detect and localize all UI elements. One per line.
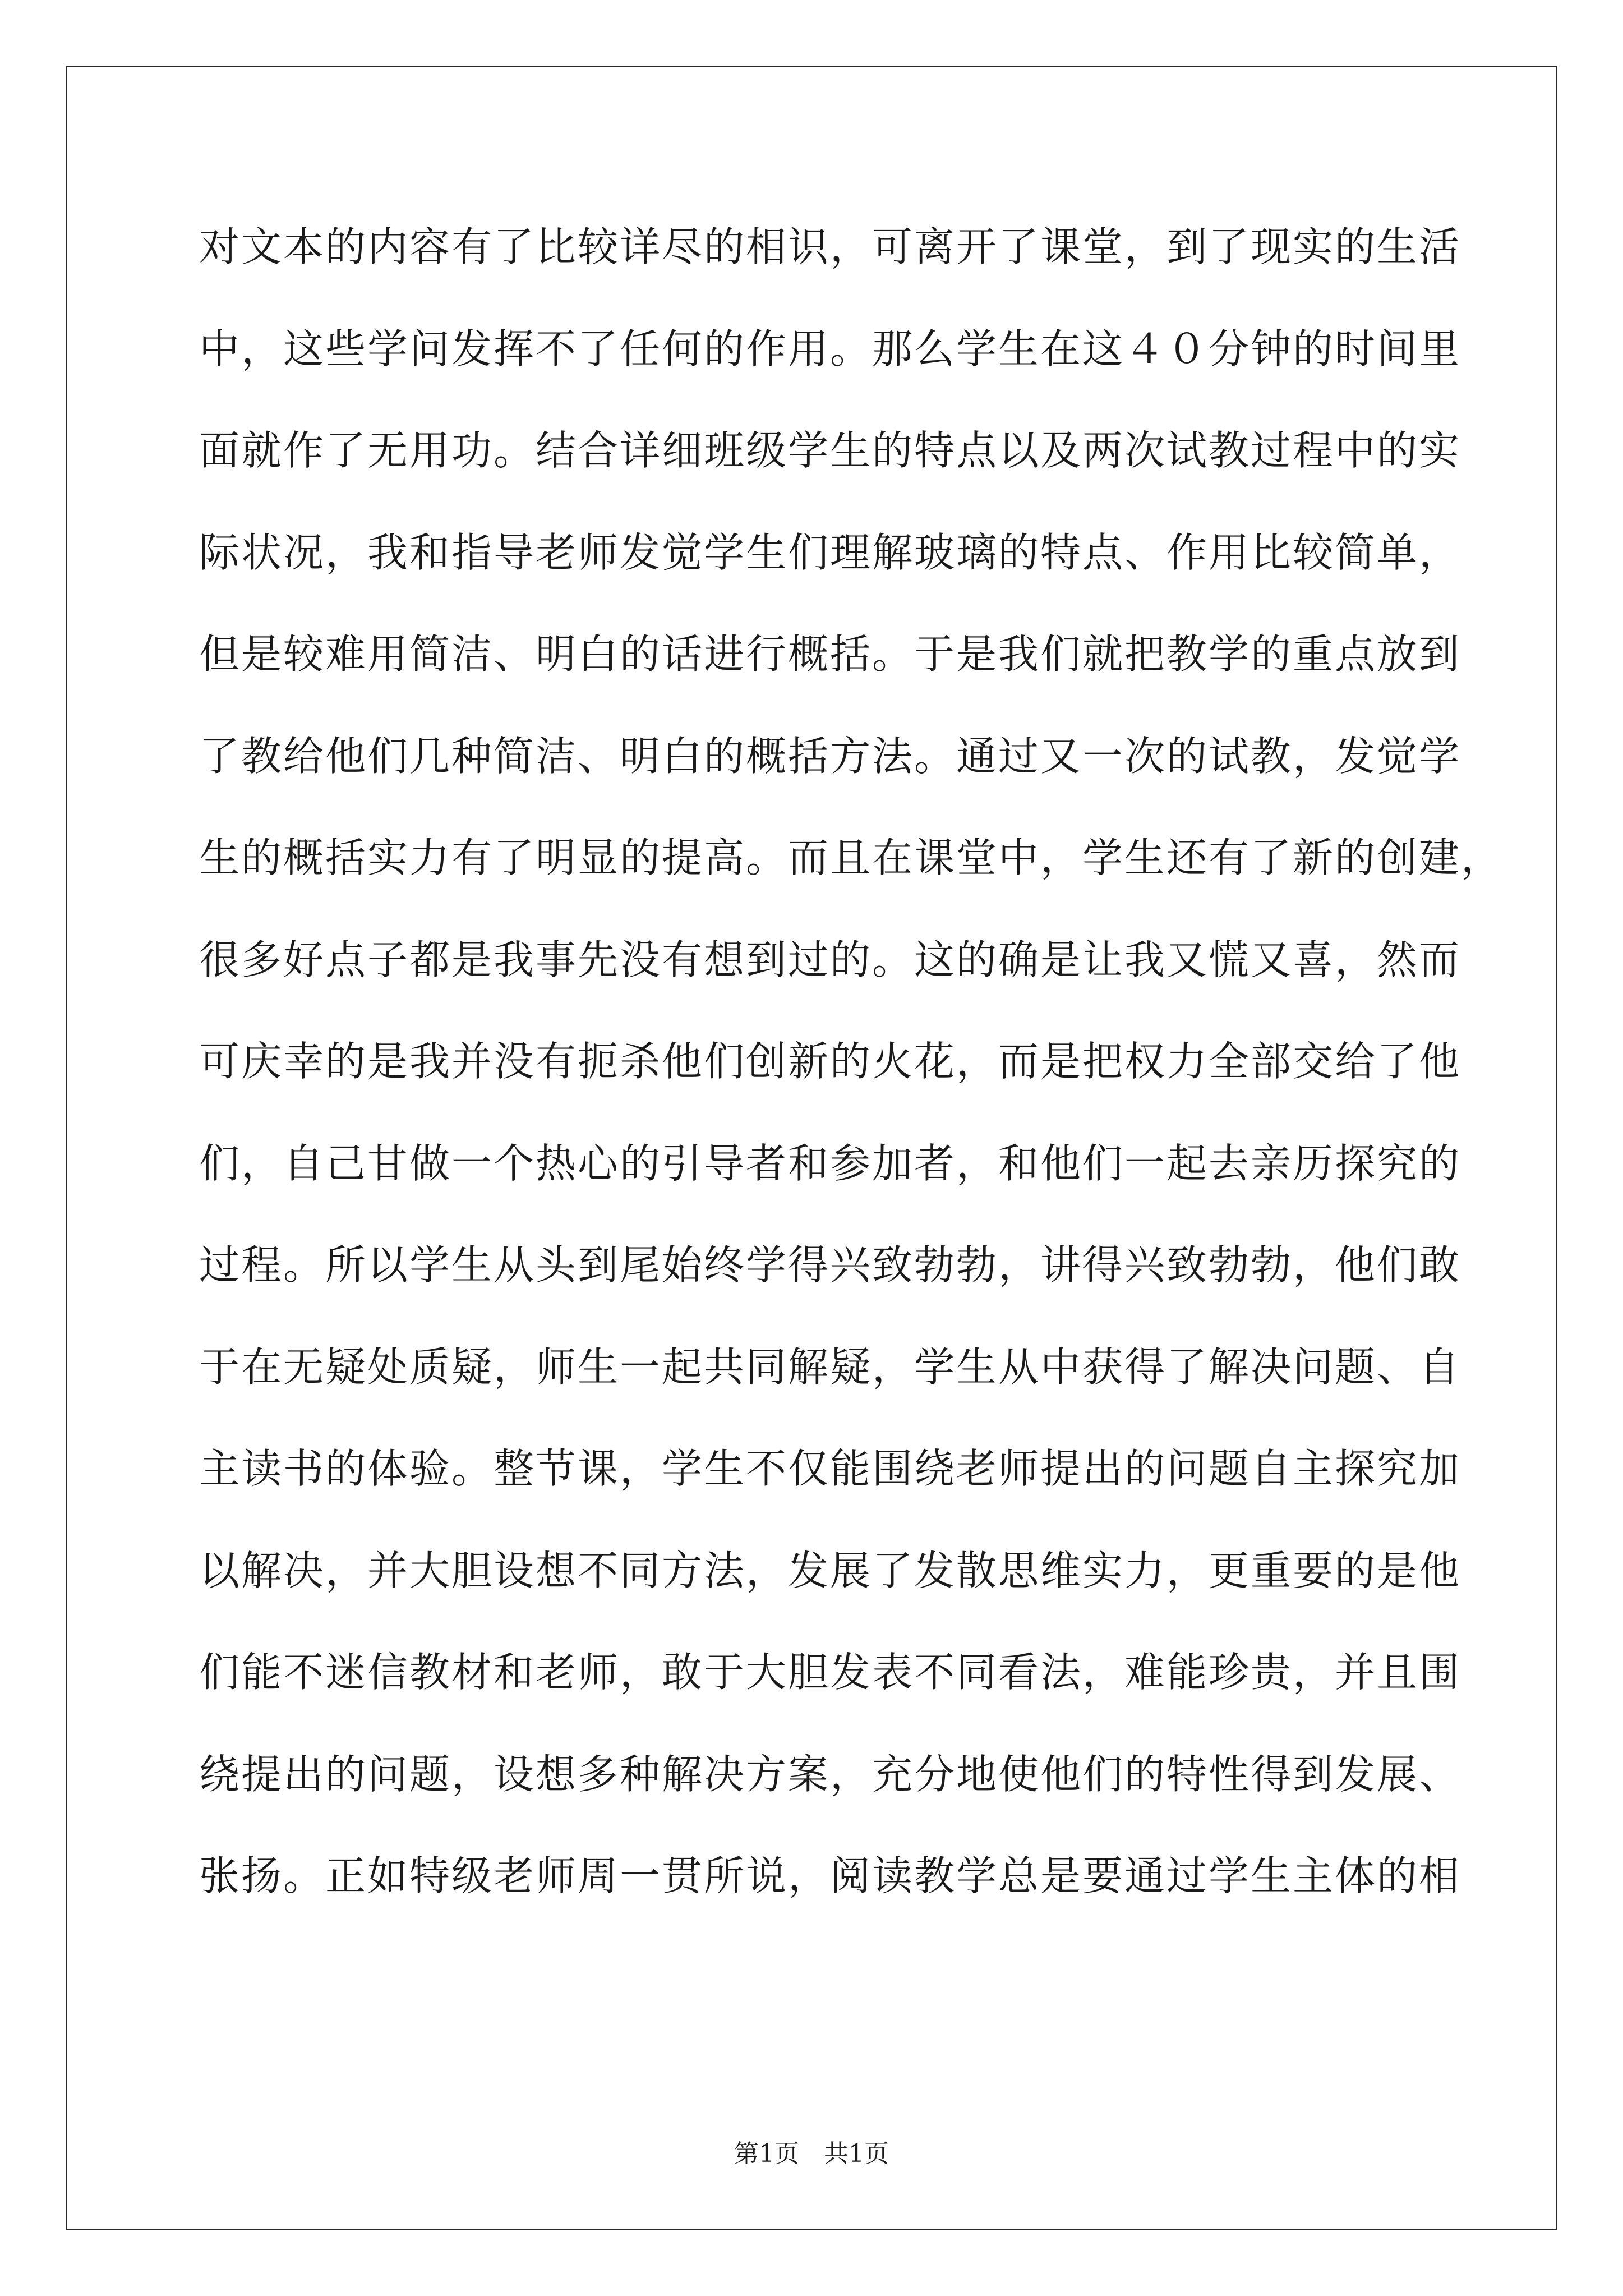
text-line: 对文本的内容有了比较详尽的相识，可离开了课堂，到了现实的生活: [199, 223, 1461, 270]
text-line: 际状况，我和指导老师发觉学生们理解玻璃的特点、作用比较简单，: [199, 528, 1461, 576]
text-line: 中，这些学问发挥不了任何的作用。那么学生在这４０分钟的时间里: [199, 325, 1461, 372]
text-line: 可庆幸的是我并没有扼杀他们创新的火花，而是把权力全部交给了他: [199, 1038, 1461, 1085]
page-number: 第1页: [734, 2139, 799, 2168]
page-footer: [0, 2137, 1623, 2171]
text-line: 主读书的体验。整节课，学生不仅能围绕老师提出的问题自主探究加: [199, 1445, 1461, 1492]
text-line: 面就作了无用功。结合详细班级学生的特点以及两次试教过程中的实: [199, 427, 1461, 474]
text-line: 们，自己甘做一个热心的引导者和参加者，和他们一起去亲历探究的: [199, 1139, 1461, 1187]
text-line: 于在无疑处质疑，师生一起共同解疑，学生从中获得了解决问题、自: [199, 1343, 1461, 1391]
text-line: 张扬。正如特级老师周一贯所说，阅读教学总是要通过学生主体的相: [199, 1852, 1461, 1899]
text-line: 过程。所以学生从头到尾始终学得兴致勃勃，讲得兴致勃勃，他们敢: [199, 1241, 1461, 1289]
text-line: 们能不迷信教材和老师，敢于大胆发表不同看法，难能珍贵，并且围: [199, 1649, 1461, 1696]
text-line: 了教给他们几种简洁、明白的概括方法。通过又一次的试教，发觉学: [199, 732, 1461, 780]
document-body: [199, 219, 1504, 1950]
text-line: 绕提出的问题，设想多种解决方案，充分地使他们的特性得到发展、: [199, 1750, 1461, 1798]
page-total: 共1页: [824, 2139, 889, 2168]
text-line: 生的概括实力有了明显的提高。而且在课堂中，学生还有了新的创建，: [199, 834, 1504, 881]
text-line: 但是较难用简洁、明白的话进行概括。于是我们就把教学的重点放到: [199, 631, 1461, 678]
text-line: 很多好点子都是我事先没有想到过的。这的确是让我又慌又喜，然而: [199, 936, 1461, 983]
text-line: 以解决，并大胆设想不同方法，发展了发散思维实力，更重要的是他: [199, 1547, 1461, 1594]
